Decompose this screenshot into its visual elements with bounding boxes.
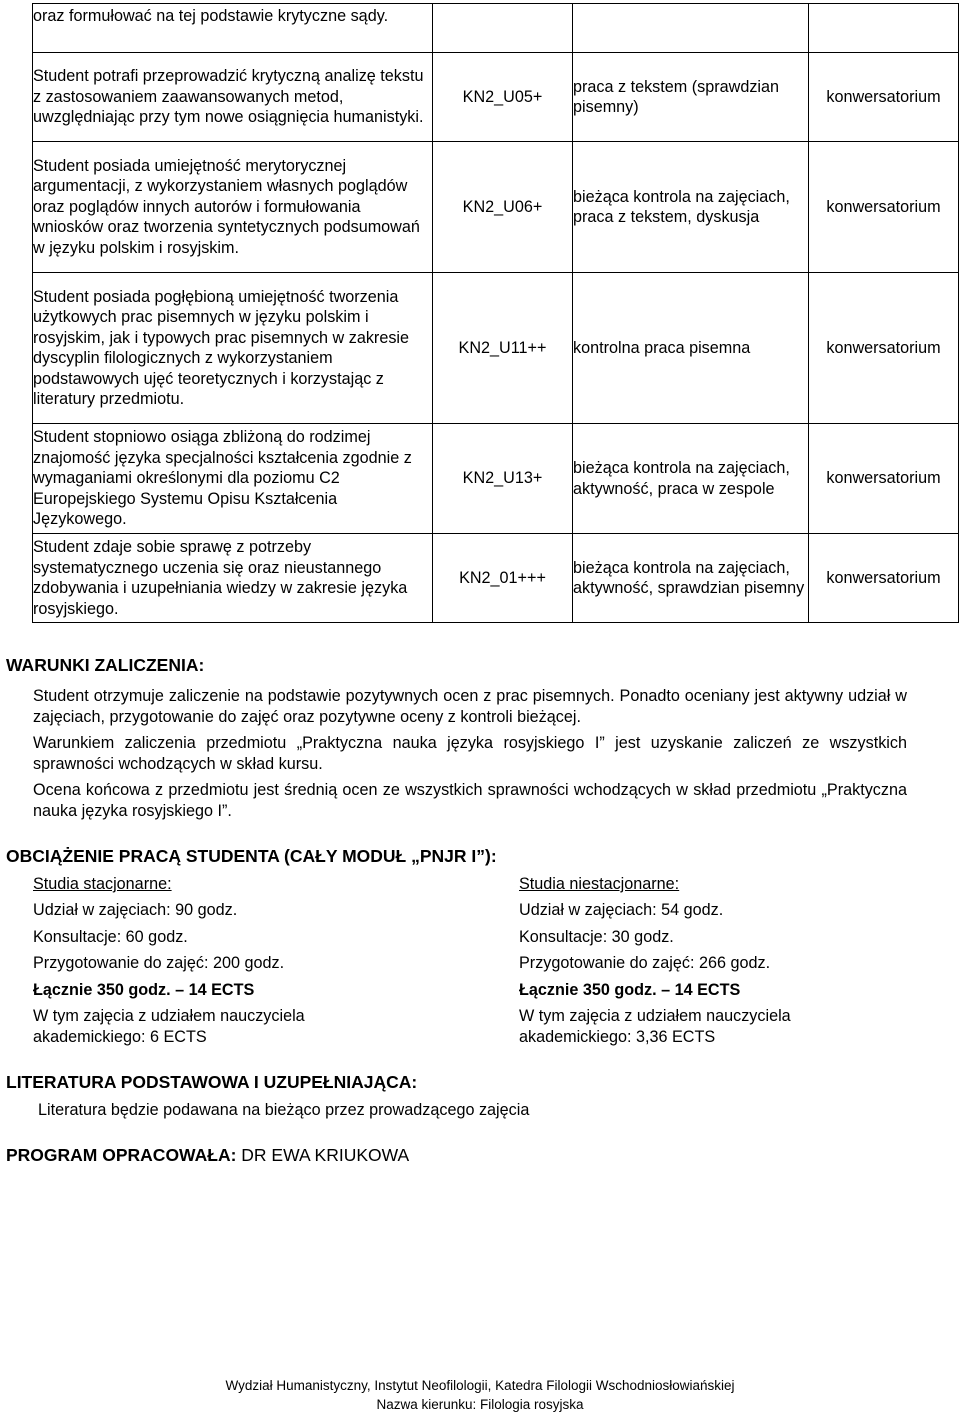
table-row: [33, 534, 959, 623]
outcome-description: Student stopniowo osiąga zbliżoną do rodzimej znajomość języka specjalności kształcenia zgodnie z wymaganiami określonymi dla poziomu C2 Europejskiego Systemu Opisu Kształcenia Językowego.: [33, 424, 433, 534]
niestacjonarne-konsultacje: Konsultacje: 30 godz.: [519, 928, 674, 946]
outcome-description: Student posiada pogłębioną umiejętność tworzenia użytkowych prac pisemnych w języku polskim i rosyjskim, jak i typowych prac pisemnych w zakresie dyscyplin filologicznych z wykorzystaniem podstawowych ujęć teoretycznych i korzystając z literatury przedmiotu.: [33, 273, 433, 424]
program-line: [6, 1145, 409, 1166]
outcome-code: KN2_U13+: [433, 424, 573, 534]
verification-method: kontrolna praca pisemna: [573, 273, 809, 424]
footer-kierunek: Nazwa kierunku: Filologia rosyjska: [376, 1397, 584, 1412]
stacjonarne-konsultacje: Konsultacje: 60 godz.: [33, 928, 188, 946]
stacjonarne-w-tym: akademickiego: 6 ECTS: [33, 1028, 207, 1046]
stacjonarne-title: Studia stacjonarne:: [33, 875, 172, 893]
learning-outcomes-table: [32, 3, 959, 623]
obciazenie-heading: OBCIĄŻENIE PRACĄ STUDENTA (CAŁY MODUŁ „PNJR I”):: [6, 846, 497, 866]
niestacjonarne-w-tym: W tym zajęcia z udziałem nauczyciela: [519, 1007, 791, 1025]
warunki-heading: WARUNKI ZALICZENIA:: [6, 655, 205, 675]
outcome-description: Student zdaje sobie sprawę z potrzeby systematycznego uczenia się oraz nieustannego zdobywania i uzupełniania wiedzy w zakresie języka rosyjskiego.: [33, 534, 433, 623]
verification-method: bieżąca kontrola na zajęciach, aktywność, praca w zespole: [573, 424, 809, 534]
niestacjonarne-przygotowanie: Przygotowanie do zajęć: 266 godz.: [519, 954, 771, 972]
outcome-description: oraz formułować na tej podstawie krytyczne sądy.: [33, 4, 433, 53]
literatura-text: Literatura będzie podawana na bieżąco przez prowadzącego zajęcia: [38, 1101, 530, 1119]
verification-method: bieżąca kontrola na zajęciach, praca z tekstem, dyskusja: [573, 142, 809, 273]
stacjonarne-w-tym: W tym zajęcia z udziałem nauczyciela: [33, 1007, 305, 1025]
program-author: DR EWA KRIUKOWA: [241, 1145, 410, 1165]
class-form: konwersatorium: [809, 424, 959, 534]
outcome-code: KN2_U06+: [433, 142, 573, 273]
table-row: [33, 142, 959, 273]
table-row: [33, 53, 959, 142]
outcome-code: KN2_U11++: [433, 273, 573, 424]
class-form: konwersatorium: [809, 273, 959, 424]
outcome-description: Student posiada umiejętność merytorycznej argumentacji, z wykorzystaniem własnych poglądów oraz poglądów innych autorów i formułowania wniosków oraz tworzenia syntetycznych podsumowań w języku polskim i rosyjskim.: [33, 142, 433, 273]
niestacjonarne-udzial: Udział w zajęciach: 54 godz.: [519, 901, 724, 919]
outcome-code: KN2_01+++: [433, 534, 573, 623]
niestacjonarne-title: Studia niestacjonarne:: [519, 875, 680, 893]
class-form: konwersatorium: [809, 534, 959, 623]
niestacjonarne-w-tym: akademickiego: 3,36 ECTS: [519, 1028, 716, 1046]
stacjonarne-udzial: Udział w zajęciach: 90 godz.: [33, 901, 238, 919]
table-row: [33, 273, 959, 424]
table-row: [33, 424, 959, 534]
class-form: konwersatorium: [809, 142, 959, 273]
warunki-paragraph: Ocena końcowa z przedmiotu jest średnią ocen ze wszystkich sprawności wchodzących w skład przedmiotu „Praktyczna nauka języka rosyjskiego I”.: [33, 781, 907, 820]
warunki-paragraph: Warunkiem zaliczenia przedmiotu „Praktyczna nauka języka rosyjskiego I” jest uzyskanie zaliczeń ze wszystkich sprawności wchodzących w skład kursu.: [33, 734, 907, 773]
footer-institution: Wydział Humanistyczny, Instytut Neofilologii, Katedra Filologii Wschodniosłowiańskiej: [225, 1378, 735, 1393]
outcome-code: KN2_U05+: [433, 53, 573, 142]
program-label: PROGRAM OPRACOWAŁA:: [6, 1145, 237, 1165]
outcome-description: Student potrafi przeprowadzić krytyczną analizę tekstu z zastosowaniem zaawansowanych metod, uwzględniając przy tym nowe osiągnięcia humanistyki.: [33, 53, 433, 142]
stacjonarne-lacznie: Łącznie 350 godz. – 14 ECTS: [33, 981, 255, 999]
class-form: konwersatorium: [809, 53, 959, 142]
class-form: [809, 4, 959, 53]
outcome-code: [433, 4, 573, 53]
verification-method: bieżąca kontrola na zajęciach, aktywność, sprawdzian pisemny: [573, 534, 809, 623]
verification-method: praca z tekstem (sprawdzian pisemny): [573, 53, 809, 142]
niestacjonarne-lacznie: Łącznie 350 godz. – 14 ECTS: [519, 981, 741, 999]
stacjonarne-przygotowanie: Przygotowanie do zajęć: 200 godz.: [33, 954, 285, 972]
literatura-heading: LITERATURA PODSTAWOWA I UZUPEŁNIAJĄCA:: [6, 1072, 418, 1092]
table-row: [33, 4, 959, 53]
warunki-paragraph: Student otrzymuje zaliczenie na podstawie pozytywnych ocen z prac pisemnych. Ponadto oceniany jest aktywny udział w zajęciach, przygotowanie do zajęć oraz pozytywne oceny z kontroli bieżącej.: [33, 687, 907, 726]
verification-method: [573, 4, 809, 53]
